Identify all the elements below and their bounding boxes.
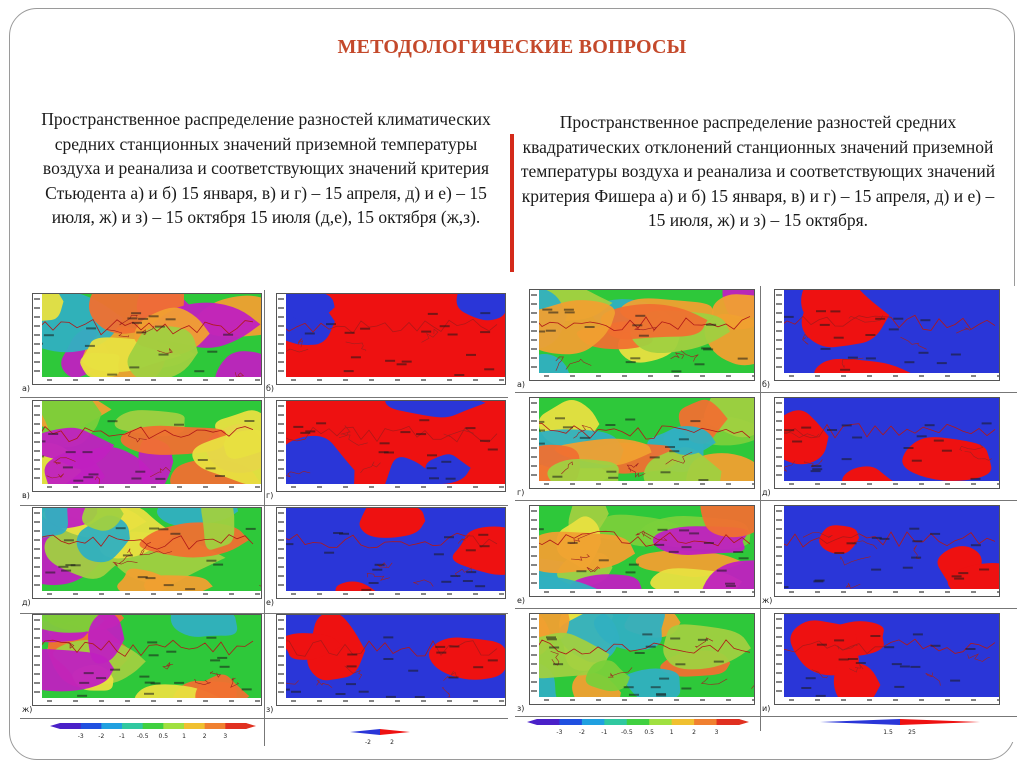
legend-tick-label: -3	[556, 729, 563, 736]
map-panel-5	[32, 507, 262, 599]
grid-divider	[264, 290, 265, 746]
map-panel-6	[774, 505, 1000, 597]
map-panel-1	[529, 289, 755, 381]
map-panel-2	[276, 293, 506, 385]
legend-tick-label: 2	[390, 739, 394, 746]
grid-divider	[515, 716, 1017, 717]
map-panel-6	[276, 507, 506, 599]
legend-tick-label: -1	[119, 733, 125, 740]
panel-label: е)	[266, 598, 275, 607]
map-panel-4	[276, 400, 506, 492]
map-panel-2	[774, 289, 1000, 381]
legend-tick-label: 0.5	[644, 729, 654, 736]
left-figure-grid	[20, 290, 508, 746]
left-binary-legend	[350, 728, 410, 748]
grid-divider	[515, 392, 1017, 393]
panel-label: д)	[22, 598, 31, 607]
legend-tick-label: 0.5	[158, 733, 169, 740]
panel-label: д)	[762, 488, 771, 497]
map-panel-4	[774, 397, 1000, 489]
accent-bar	[510, 134, 514, 272]
legend-tick-label: 2	[692, 729, 697, 736]
legend-tick-label: -3	[77, 733, 84, 740]
panel-label: г)	[517, 488, 525, 497]
left-rainbow-legend	[50, 722, 256, 742]
panel-label: и)	[762, 704, 771, 713]
map-panel-8	[774, 613, 1000, 705]
grid-divider	[515, 500, 1017, 501]
legend-tick-label: 3	[714, 729, 719, 736]
panel-label: ж)	[22, 705, 33, 714]
panel-label: в)	[22, 491, 30, 500]
legend-tick-label: -0.5	[620, 729, 633, 736]
grid-divider	[760, 286, 761, 731]
panel-label: з)	[266, 705, 274, 714]
map-panel-7	[529, 613, 755, 705]
legend-tick-label: 2	[202, 733, 207, 740]
map-panel-7	[32, 614, 262, 706]
panel-label: з)	[517, 704, 525, 713]
legend-tick-label: 1.5	[883, 729, 893, 736]
left-caption: Пространственное распределение разностей климатических средних станционных значений приземной температуры воздуха и реанализа и соответствующих значений критерия Стьюдента а) и б) 15 января, в) и г) – 15 апреля, д) и е) – 15 июля, ж) и з) – 15 октября 15 июля (д,е), 15 октября (ж,з).	[41, 109, 491, 227]
grid-divider	[20, 718, 508, 719]
panel-label: е)	[517, 596, 526, 605]
right-caption: Пространственное распределение разностей средних квадратических отклонений станционных значений приземной температуры воздуха и реанализа и соответствующих значений критерия Фишера а) и б) 15 января, в) и г) – 15 апреля, д) и е) – 15 июля, ж) и з) – 15 октября.	[520, 112, 996, 230]
map-panel-3	[529, 397, 755, 489]
panel-label: б)	[762, 380, 771, 389]
legend-tick-label: 1	[669, 729, 674, 736]
legend-tick-label: -2	[365, 739, 371, 746]
panel-label: а)	[22, 384, 31, 393]
grid-divider	[20, 397, 508, 398]
map-panel-8	[276, 614, 506, 706]
legend-tick-label: 3	[223, 733, 228, 740]
legend-tick-label: -1	[601, 729, 608, 736]
grid-divider	[515, 608, 1017, 609]
legend-tick-label: 1	[182, 733, 186, 740]
legend-tick-label: -2	[578, 729, 585, 736]
slide-title: МЕТОДОЛОГИЧЕСКИЕ ВОПРОСЫ	[337, 36, 687, 58]
map-panel-5	[529, 505, 755, 597]
panel-label: б)	[266, 384, 275, 393]
map-panel-3	[32, 400, 262, 492]
legend-tick-label: -0.5	[136, 733, 149, 740]
right-binary-legend	[820, 718, 980, 738]
map-panel-1	[32, 293, 262, 385]
grid-divider	[20, 505, 508, 506]
panel-label: ж)	[762, 596, 773, 605]
legend-tick-label: -2	[98, 733, 105, 740]
panel-label: г)	[266, 491, 274, 500]
right-figure-grid	[515, 286, 1017, 742]
right-rainbow-legend	[527, 718, 749, 738]
legend-tick-label: 25	[908, 729, 916, 736]
panel-label: а)	[517, 380, 526, 389]
